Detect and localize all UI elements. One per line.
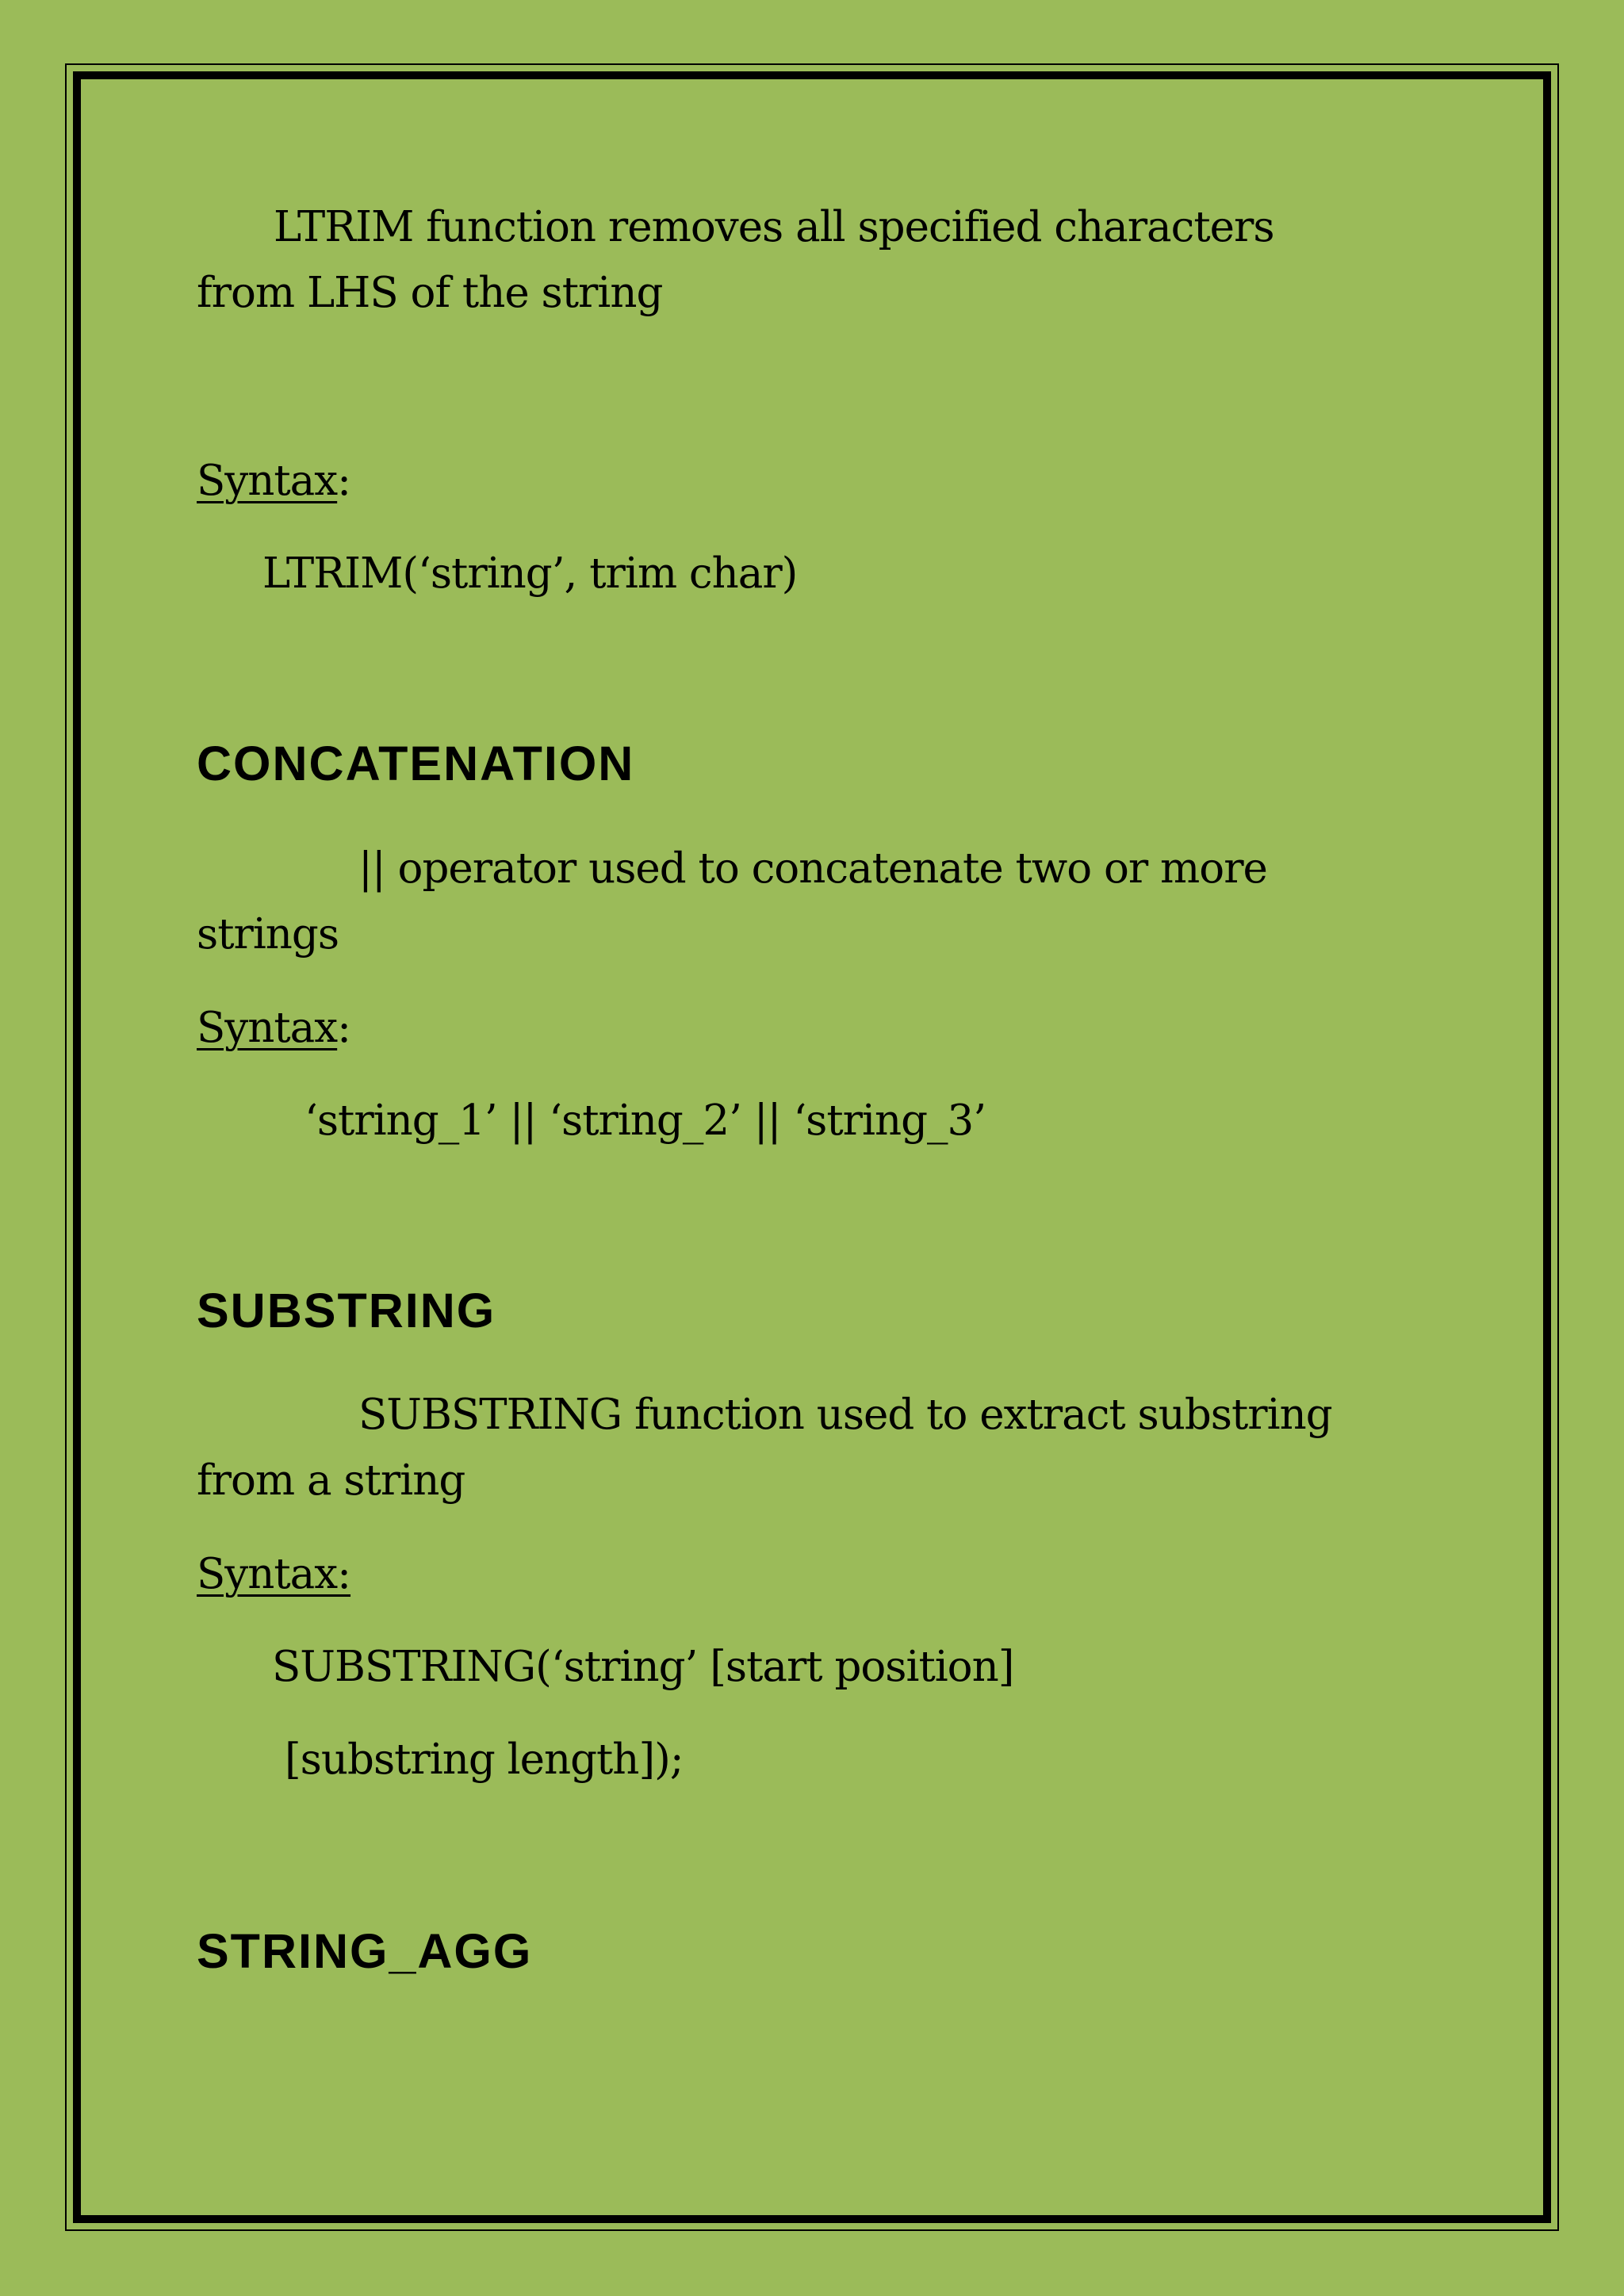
concatenation-syntax-label-text: Syntax xyxy=(197,1004,338,1052)
substring-syntax-code-line2: [substring length]); xyxy=(285,1735,684,1784)
ltrim-syntax-label xyxy=(197,448,350,514)
concatenation-description-line1: || operator used to concatenate two or more xyxy=(358,844,1267,893)
concatenation-syntax-label xyxy=(197,995,350,1061)
ltrim-syntax-label-text: Syntax xyxy=(197,457,338,505)
concatenation-syntax-code: ‘string_1’ || ‘string_2’ || ‘string_3’ xyxy=(304,1096,986,1145)
concatenation-syntax-colon: : xyxy=(337,1004,351,1052)
ltrim-syntax-colon: : xyxy=(337,457,351,505)
substring-syntax-code-line1: SUBSTRING(‘string’ [start position] xyxy=(272,1643,1014,1691)
substring-description-line2: from a string xyxy=(197,1456,465,1505)
string-agg-heading: STRING_AGG xyxy=(197,1924,533,1978)
substring-heading: SUBSTRING xyxy=(197,1284,496,1337)
ltrim-description-line2: from LHS of the string xyxy=(197,269,663,317)
substring-syntax-label xyxy=(197,1541,350,1607)
concatenation-description-line2: strings xyxy=(197,910,339,959)
concatenation-heading: CONCATENATION xyxy=(197,737,635,790)
ltrim-description-line1: LTRIM function removes all specified characters xyxy=(274,203,1274,251)
substring-syntax-label-text: Syntax: xyxy=(197,1550,351,1598)
ltrim-syntax-code: LTRIM(‘string’, trim char) xyxy=(262,549,798,598)
substring-description-line1: SUBSTRING function used to extract substring xyxy=(358,1391,1332,1439)
